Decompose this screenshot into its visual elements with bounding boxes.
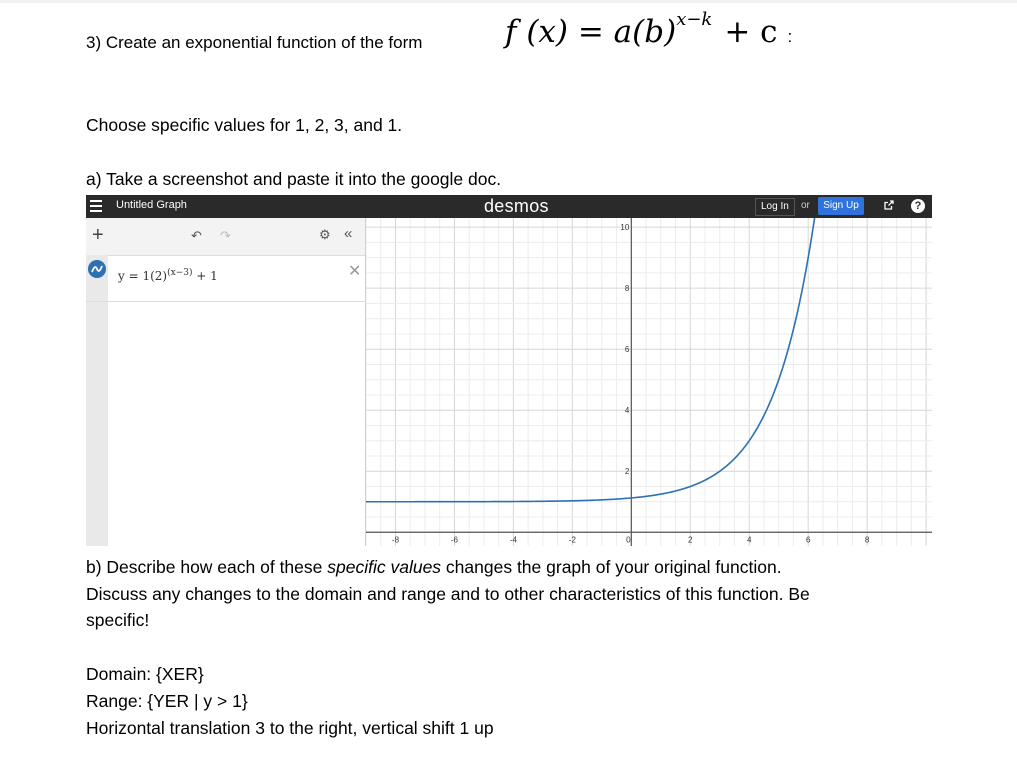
- y-tick-label: 2: [624, 467, 630, 477]
- signup-button[interactable]: Sign Up: [818, 197, 864, 215]
- add-expression-icon[interactable]: +: [92, 224, 104, 246]
- x-tick-label: -2: [568, 535, 576, 545]
- expression-panel: [86, 218, 366, 546]
- x-tick-label: -6: [450, 535, 458, 545]
- part-b-line2: Discuss any changes to the domain and range and to other characteristics of this function. Be: [86, 584, 810, 604]
- x-tick-label: -8: [391, 535, 400, 545]
- domain-text: Domain: {XER}: [86, 664, 204, 684]
- delete-expression-icon[interactable]: ✕: [348, 263, 362, 280]
- range-text: Range: {YER | y > 1}: [86, 691, 248, 711]
- login-button[interactable]: Log In: [755, 198, 795, 216]
- expression-text[interactable]: $y = 1(2)^{(x-3)} + 1$: [118, 268, 218, 283]
- x-tick-label: -4: [509, 535, 517, 545]
- desmos-logo: desmos: [484, 196, 549, 216]
- x-tick-label: 6: [805, 535, 811, 545]
- expression-row[interactable]: [86, 255, 365, 302]
- y-tick-label: 4: [624, 406, 630, 416]
- desmos-header: [86, 195, 932, 218]
- part-a-text: a) Take a screenshot and paste it into the google doc.: [86, 169, 502, 189]
- formula: [505, 8, 793, 50]
- collapse-panel-icon[interactable]: «: [344, 225, 353, 242]
- x-tick-label: 8: [864, 535, 870, 545]
- formula-plus-c: + c: [724, 14, 778, 50]
- undo-icon[interactable]: ↶: [191, 228, 202, 243]
- formula-exponent: x−k: [676, 8, 713, 30]
- share-icon[interactable]: [884, 200, 894, 210]
- graph-canvas[interactable]: [366, 218, 932, 546]
- formula-colon: :: [787, 27, 793, 46]
- y-tick-label: 10: [620, 223, 630, 233]
- y-tick-label: 6: [624, 345, 630, 355]
- function-curve: [366, 218, 932, 502]
- menu-icon[interactable]: [90, 200, 102, 212]
- part-b-line1: b) Describe how each of these specific values changes the graph of your original function.: [86, 557, 782, 577]
- redo-icon[interactable]: ↷: [220, 228, 231, 243]
- y-tick-label: 8: [624, 284, 630, 294]
- or-label: or: [801, 200, 810, 211]
- x-tick-label: 2: [688, 535, 693, 545]
- x-tick-label: 4: [747, 535, 752, 545]
- x-tick-label: 0: [626, 535, 631, 545]
- desmos-screenshot: [86, 195, 932, 546]
- part-b-line3: specific!: [86, 610, 150, 630]
- choose-values-text: Choose specific values for 1, 2, 3, and 1.: [86, 115, 403, 135]
- curve-color-icon[interactable]: [88, 260, 106, 278]
- question-text: 3) Create an exponential function of the form: [86, 33, 423, 52]
- formula-main: f (x) = a(b): [505, 14, 677, 50]
- top-border: [0, 0, 1017, 3]
- translation-text: Horizontal translation 3 to the right, vertical shift 1 up: [86, 718, 494, 738]
- gear-icon[interactable]: ⚙: [319, 227, 331, 242]
- graph-title[interactable]: Untitled Graph: [116, 199, 187, 211]
- help-icon[interactable]: ?: [911, 199, 925, 213]
- expression-toolbar: [86, 218, 365, 256]
